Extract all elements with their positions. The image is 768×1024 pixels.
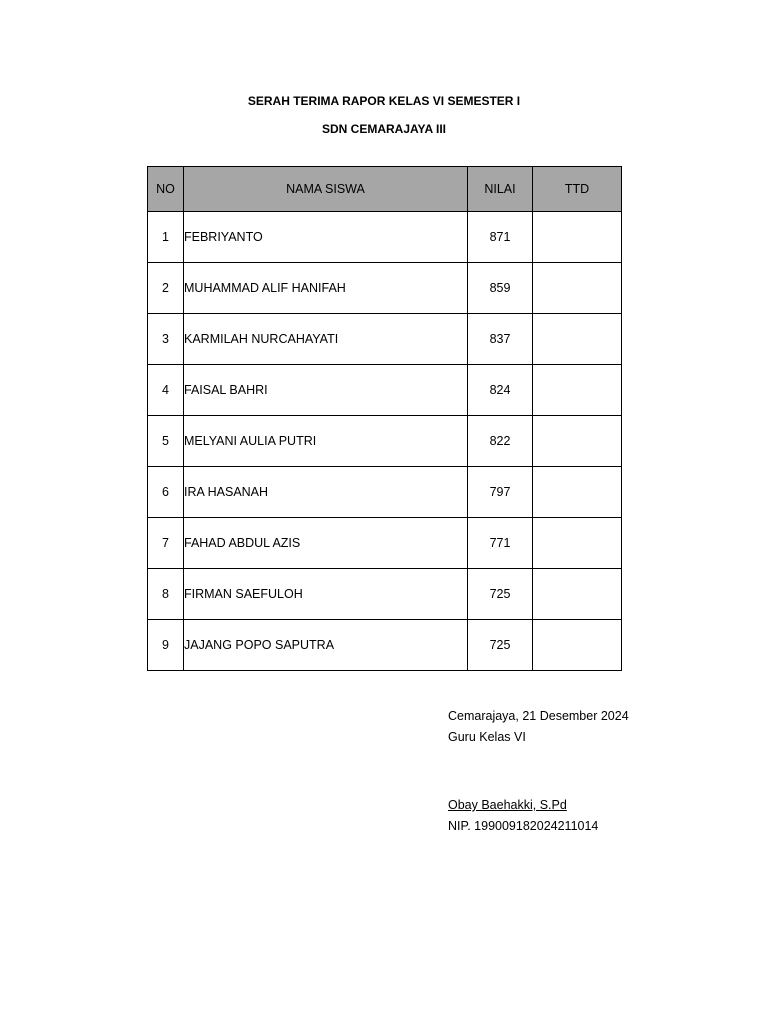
student-name: KARMILAH NURCAHAYATI — [184, 314, 468, 365]
signature-cell — [533, 365, 622, 416]
student-score: 725 — [468, 569, 533, 620]
student-score: 822 — [468, 416, 533, 467]
student-name: FEBRIYANTO — [184, 212, 468, 263]
table-row — [148, 569, 622, 620]
signatory-name: Obay Baehakki, S.Pd — [448, 798, 567, 812]
student-score: 771 — [468, 518, 533, 569]
student-score: 797 — [468, 467, 533, 518]
document-title: SERAH TERIMA RAPOR KELAS VI SEMESTER I — [247, 94, 521, 108]
column-header-no: NO — [148, 167, 184, 212]
signature-place-date: Cemarajaya, 21 Desember 2024 — [448, 709, 629, 723]
signature-cell — [533, 263, 622, 314]
student-name: FIRMAN SAEFULOH — [184, 569, 468, 620]
student-score: 824 — [468, 365, 533, 416]
report-handover-table — [147, 166, 622, 671]
signature-cell — [533, 314, 622, 365]
column-header-name: NAMA SISWA — [184, 167, 468, 212]
row-number: 3 — [148, 314, 184, 365]
school-name: SDN CEMARAJAYA III — [321, 122, 447, 136]
signature-cell — [533, 620, 622, 671]
row-number: 7 — [148, 518, 184, 569]
row-number: 9 — [148, 620, 184, 671]
student-score: 725 — [468, 620, 533, 671]
signature-cell — [533, 416, 622, 467]
row-number: 2 — [148, 263, 184, 314]
student-name: MELYANI AULIA PUTRI — [184, 416, 468, 467]
signature-role: Guru Kelas VI — [448, 730, 526, 744]
table-row — [148, 365, 622, 416]
table-row — [148, 620, 622, 671]
row-number: 4 — [148, 365, 184, 416]
table-row — [148, 518, 622, 569]
table-row — [148, 314, 622, 365]
student-score: 871 — [468, 212, 533, 263]
row-number: 1 — [148, 212, 184, 263]
row-number: 6 — [148, 467, 184, 518]
student-name: IRA HASANAH — [184, 467, 468, 518]
student-name: FAISAL BAHRI — [184, 365, 468, 416]
column-header-score: NILAI — [468, 167, 533, 212]
table-row — [148, 416, 622, 467]
row-number: 8 — [148, 569, 184, 620]
row-number: 5 — [148, 416, 184, 467]
signature-cell — [533, 518, 622, 569]
student-score: 837 — [468, 314, 533, 365]
student-score: 859 — [468, 263, 533, 314]
signatory-nip: NIP. 199009182024211014 — [448, 819, 599, 833]
table-row — [148, 467, 622, 518]
table-row — [148, 263, 622, 314]
student-name: MUHAMMAD ALIF HANIFAH — [184, 263, 468, 314]
table-header-row — [148, 167, 622, 212]
signature-cell — [533, 467, 622, 518]
signature-cell — [533, 569, 622, 620]
signature-cell — [533, 212, 622, 263]
student-name: FAHAD ABDUL AZIS — [184, 518, 468, 569]
table-row — [148, 212, 622, 263]
column-header-signature: TTD — [533, 167, 622, 212]
student-name: JAJANG POPO SAPUTRA — [184, 620, 468, 671]
